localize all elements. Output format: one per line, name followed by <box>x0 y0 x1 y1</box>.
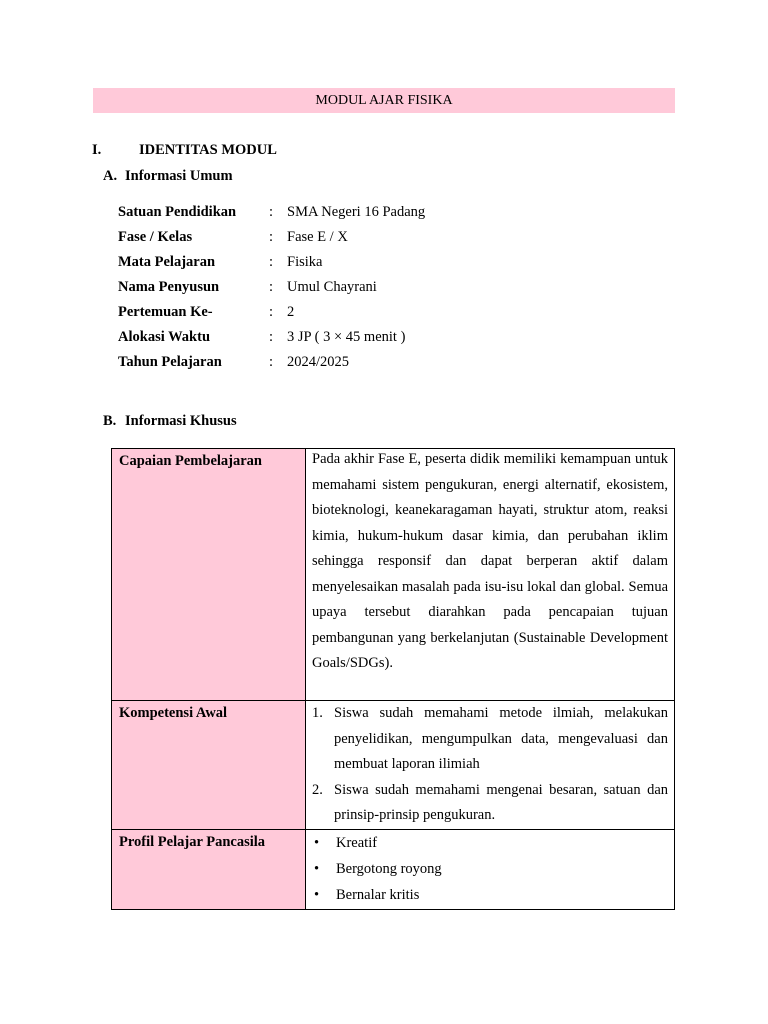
info-value: 2 <box>287 304 295 320</box>
list-item <box>312 882 668 908</box>
subsection-title: Informasi Umum <box>125 168 233 184</box>
table-row-capaian <box>112 449 675 701</box>
info-key: Nama Penyusun <box>118 279 220 295</box>
subsection-title: Informasi Khusus <box>125 413 237 429</box>
info-row-alokasi <box>118 327 425 352</box>
table-row-kompetensi <box>112 701 675 830</box>
list-text: Bergotong royong <box>336 860 442 877</box>
list-item <box>312 856 668 882</box>
info-key: Mata Pelajaran <box>118 254 216 270</box>
info-key: Fase / Kelas <box>118 229 193 245</box>
list-text: Siswa sudah memahami metode ilmiah, melakukan penyelidikan, mengumpulkan data, mengevaluasi dan membuat laporan ilimiah <box>334 705 668 772</box>
document-title: MODUL AJAR FISIKA <box>93 88 675 113</box>
list-item <box>312 701 668 778</box>
profil-list <box>312 830 668 908</box>
section-number: I. <box>92 142 102 158</box>
label-profil: Profil Pelajar Pancasila <box>112 829 306 909</box>
info-value: Fisika <box>287 254 323 270</box>
bullet-icon: • <box>314 834 320 851</box>
subsection-letter: A. <box>103 168 118 184</box>
content-capaian <box>306 449 675 701</box>
subsection-letter: B. <box>103 413 117 429</box>
label-kompetensi: Kompetensi Awal <box>112 701 306 830</box>
info-value: Umul Chayrani <box>287 279 377 295</box>
info-colon: : <box>269 354 274 370</box>
info-value: 3 JP ( 3 × 45 menit ) <box>287 329 406 345</box>
bullet-icon: • <box>314 860 320 877</box>
info-colon: : <box>269 204 274 220</box>
info-value: SMA Negeri 16 Padang <box>287 204 426 220</box>
capaian-text: Pada akhir Fase E, peserta didik memiliki kemampuan untuk memahami sistem pengukuran, energi alternatif, ekosistem, bioteknologi, keanekaragaman hayati, struktur atom, reaksi kimia, hukum-hukum dasar kimia, dan perubahan iklim sehingga responsif dan dapat berperan aktif dalam menyelesaikan masalah pada isu-isu lokal dan global. Semua upaya tersebut diarahkan pada pencapaian tujuan pembangunan yang berkelanjutan (Sustainable Development Goals/SDGs). <box>312 451 668 671</box>
bullet-icon: • <box>314 886 320 903</box>
info-colon: : <box>269 254 274 270</box>
list-item <box>312 778 668 829</box>
info-row-fase <box>118 227 425 252</box>
list-number: 2. <box>312 781 323 798</box>
info-key: Alokasi Waktu <box>118 329 211 345</box>
info-colon: : <box>269 329 274 345</box>
info-row-penyusun <box>118 277 425 302</box>
list-text: Kreatif <box>336 834 378 851</box>
subsection-heading-informasi-umum <box>103 168 233 185</box>
informasi-khusus-table <box>111 448 675 910</box>
info-row-tahun <box>118 352 425 377</box>
list-text: Siswa sudah memahami mengenai besaran, satuan dan prinsip-prinsip pengukuran. <box>334 781 668 823</box>
info-value: Fase E / X <box>287 229 348 245</box>
info-key: Pertemuan Ke- <box>118 304 213 320</box>
info-colon: : <box>269 304 274 320</box>
kompetensi-list <box>312 701 668 829</box>
info-row-mapel <box>118 252 425 277</box>
section-heading-identitas <box>92 142 277 159</box>
label-capaian: Capaian Pembelajaran <box>112 449 306 701</box>
info-value: 2024/2025 <box>287 354 350 370</box>
info-row-satuan <box>118 202 425 227</box>
section-title: IDENTITAS MODUL <box>139 142 277 158</box>
content-kompetensi <box>306 701 675 830</box>
list-item <box>312 830 668 856</box>
list-text: Bernalar kritis <box>336 886 420 903</box>
table-row-profil <box>112 829 675 909</box>
info-key: Satuan Pendidikan <box>118 204 237 220</box>
info-key: Tahun Pelajaran <box>118 354 222 370</box>
info-row-pertemuan <box>118 302 425 327</box>
content-profil <box>306 829 675 909</box>
info-colon: : <box>269 279 274 295</box>
list-number: 1. <box>312 705 323 721</box>
subsection-heading-informasi-khusus <box>103 413 237 430</box>
info-colon: : <box>269 229 274 245</box>
info-umum-list <box>118 202 425 377</box>
